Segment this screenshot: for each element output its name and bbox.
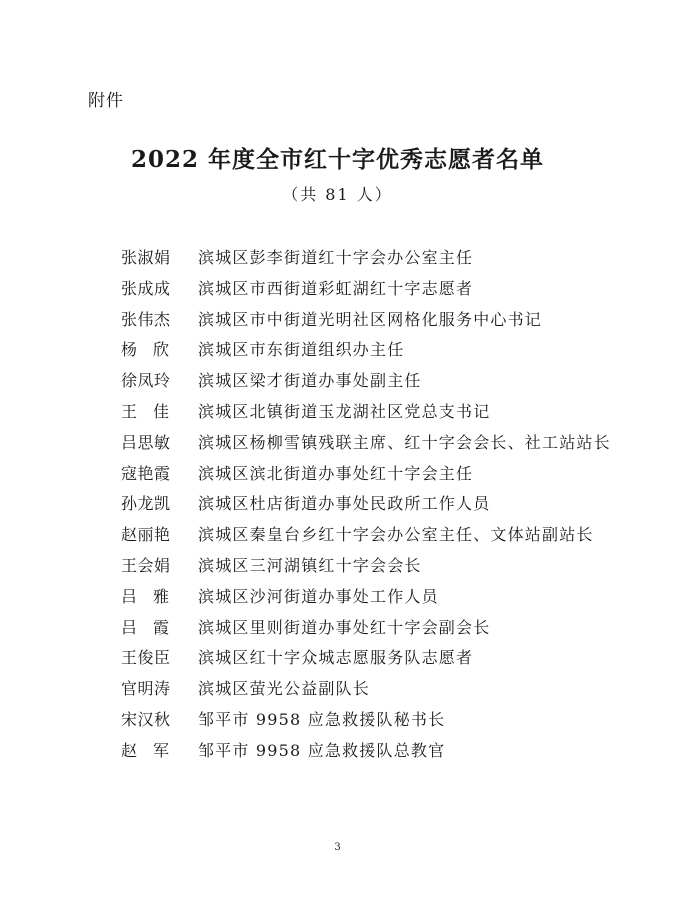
volunteer-affiliation: 滨城区萤光公益副队长 [198,679,371,699]
volunteer-name: 赵丽艳 [121,525,171,545]
list-item [121,274,621,305]
volunteer-affiliation: 滨城区红十字众城志愿服务队志愿者 [198,648,474,668]
volunteer-affiliation: 滨城区杜店街道办事处民政所工作人员 [198,494,491,514]
list-item [121,674,621,705]
volunteer-affiliation: 滨城区沙河街道办事处工作人员 [198,586,439,606]
list-item [121,613,621,644]
volunteer-affiliation: 滨城区滨北街道办事处红十字会主任 [198,463,474,483]
volunteer-name: 张成成 [121,278,171,298]
volunteer-name: 寇艳霞 [121,463,171,483]
volunteer-name: 张淑娟 [121,248,171,267]
list-item [121,643,621,674]
volunteer-affiliation: 滨城区市中街道光明社区网格化服务中心书记 [198,309,543,329]
volunteer-affiliation: 滨城区市西街道彩虹湖红十字志愿者 [198,278,474,298]
list-item [121,489,621,520]
list-item [121,397,621,428]
volunteer-affiliation: 滨城区北镇街道玉龙湖社区党总支书记 [198,401,491,421]
list-item [121,705,621,736]
volunteer-affiliation: 滨城区彭李街道红十字会办公室主任 [198,248,474,267]
list-item [121,335,621,366]
volunteer-affiliation: 滨城区杨柳雪镇残联主席、红十字会会长、社工站站长 [198,432,611,452]
volunteer-name: 王会娟 [121,555,171,575]
volunteer-name: 张伟杰 [121,309,171,329]
volunteer-affiliation: 滨城区秦皇台乡红十字会办公室主任、文体站副站长 [198,525,594,545]
volunteer-affiliation: 邹平市 9958 应急救援队总教官 [198,740,446,760]
volunteer-name: 徐凤玲 [121,371,171,391]
list-item [121,736,621,767]
volunteer-name: 王俊臣 [121,648,171,668]
list-item [121,428,621,459]
volunteer-name: 宋汉秋 [121,709,171,729]
volunteer-name: 官明涛 [121,679,171,699]
volunteer-list [121,243,621,767]
volunteer-name: 孙龙凯 [121,494,171,514]
volunteer-affiliation: 滨城区市东街道组织办主任 [198,340,405,360]
volunteer-name: 王佳 [121,401,186,421]
volunteer-affiliation: 邹平市 9958 应急救援队秘书长 [198,709,446,729]
document-title: 2022 年度全市红十字优秀志愿者名单 [130,146,545,173]
list-item [121,520,621,551]
volunteer-name: 赵军 [121,740,186,760]
attachment-label: 附件 [88,91,124,111]
volunteer-affiliation: 滨城区里则街道办事处红十字会副会长 [198,617,491,637]
volunteer-name: 杨欣 [121,340,186,360]
page-number: 3 [334,842,341,853]
list-item [121,459,621,490]
document-subtitle: （共 81 人） [282,185,393,204]
volunteer-name: 吕霞 [121,617,186,637]
list-item [121,582,621,613]
list-item [121,243,621,274]
volunteer-affiliation: 滨城区梁才街道办事处副主任 [198,371,422,391]
volunteer-name: 吕思敏 [121,432,171,452]
list-item [121,551,621,582]
list-item [121,305,621,336]
volunteer-name: 吕雅 [121,586,186,606]
list-item [121,366,621,397]
volunteer-affiliation: 滨城区三河湖镇红十字会会长 [198,555,422,575]
